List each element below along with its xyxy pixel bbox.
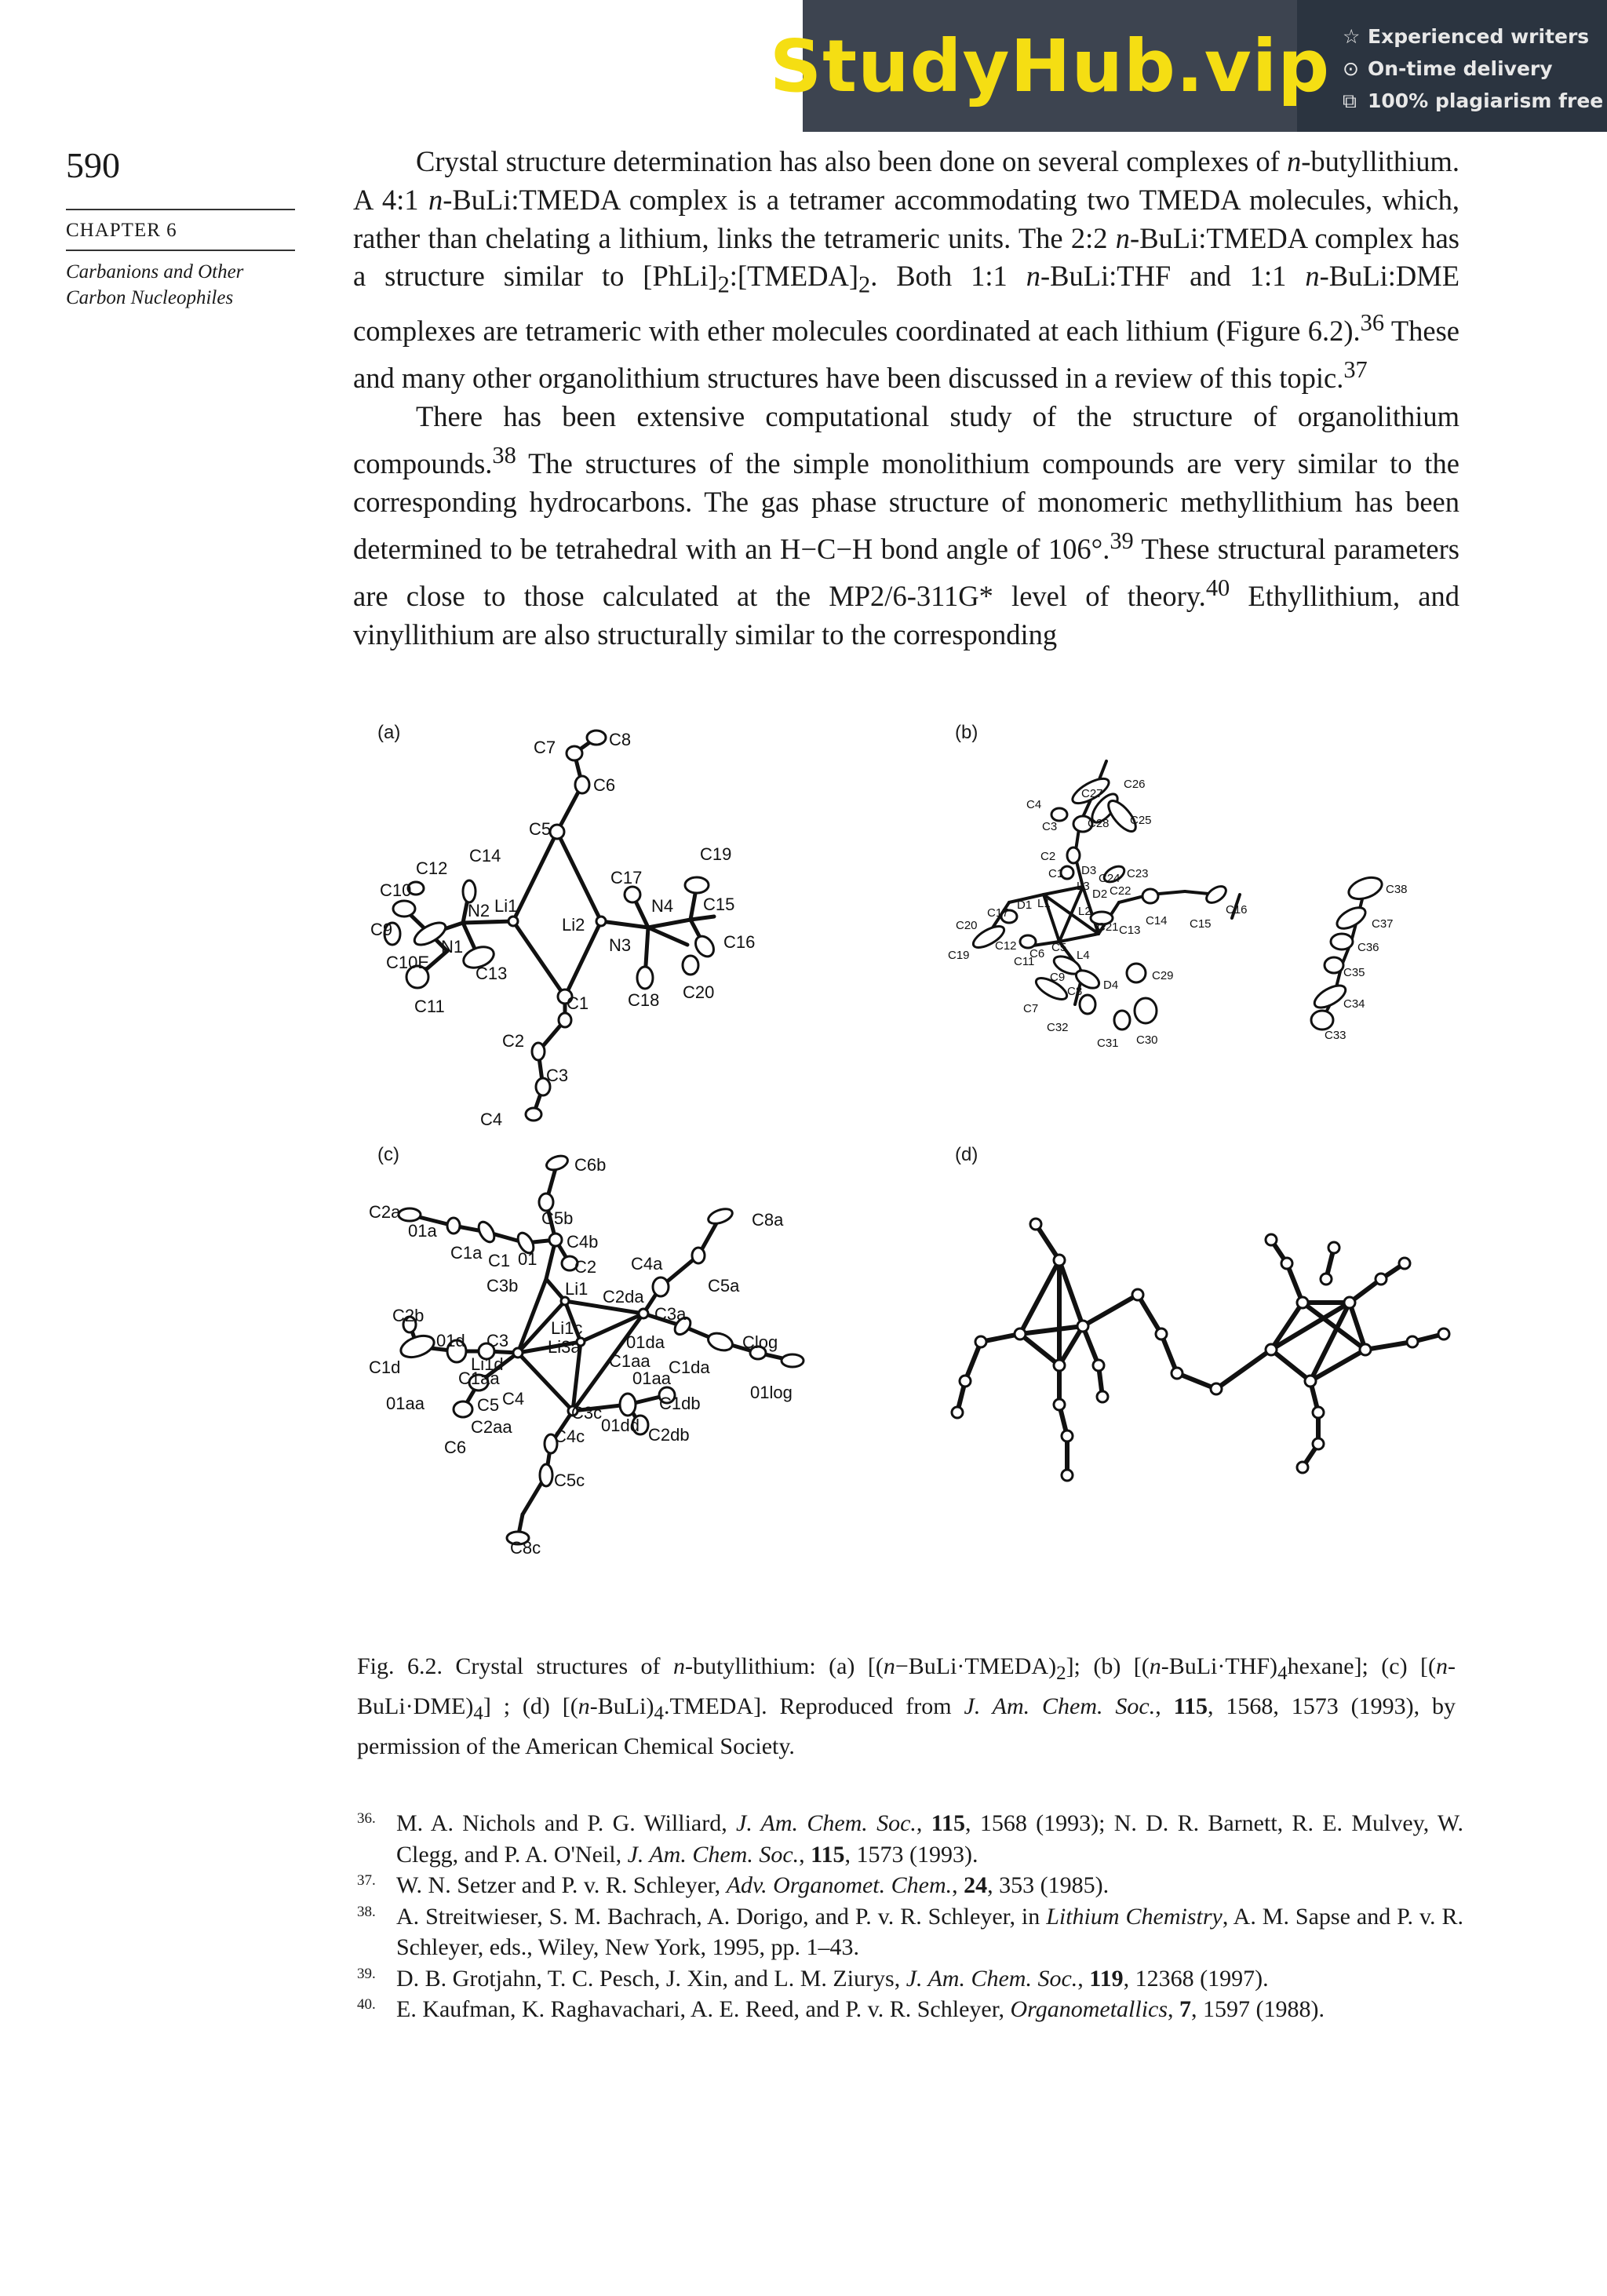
atom-label: C38 — [1386, 883, 1408, 896]
atom-label: C17 — [987, 906, 1009, 920]
atom-label: C14 — [1146, 914, 1168, 928]
atom-label: C13 — [476, 964, 508, 983]
atom-label: C6b — [574, 1155, 607, 1175]
atom-label: C15 — [703, 895, 735, 914]
atom-label: C10 — [380, 880, 412, 900]
clock-icon: ⊙ — [1343, 57, 1359, 80]
atom-label: C15 — [1190, 917, 1212, 931]
paragraph: There has been extensive computational study of the structure of organolithium compounds.$^{38}$ The structures of the simple monolithium compounds are very similar to the corresponding hydrocarbons. The gas phase structure of monomeric methyllithium has been determined to be tetrahedral with an H−C−H bond angle of 106°.$^{39}$ These structural parameters are close to those calculated at the MP2/6-311G* level of theory.$^{40}$ Ethyllithium, and vinyllithium are also structurally similar to the corresponding — [353, 400, 1459, 651]
atom-label: L1 — [1037, 897, 1051, 910]
structure-b — [942, 706, 1467, 1130]
star-icon: ☆ — [1343, 25, 1361, 48]
atom-label: C8 — [1067, 985, 1083, 998]
copy-icon: ⧉ — [1343, 89, 1357, 112]
atom-label: C5 — [477, 1395, 500, 1415]
atom-label: L2 — [1078, 905, 1091, 918]
atom-label: C19 — [700, 844, 732, 864]
atom-label: C1aa — [609, 1351, 650, 1371]
atom-label: C1 — [567, 993, 589, 1013]
banner-feature-list — [1343, 20, 1603, 117]
atom-label: C11 — [414, 997, 445, 1016]
reference-item: 36. M. A. Nichols and P. G. Williard, J. Am. Chem. Soc., 115, 1568 (1993); N. D. R. Barnett, R. E. Mulvey, W. Clegg, and P. A. O'Neil, J. Am. Chem. Soc., 115, 1573 (1993). — [357, 1810, 1463, 1868]
atom-label: C30 — [1136, 1033, 1158, 1047]
atom-label: C2 — [574, 1257, 597, 1277]
atom-label: C5c — [554, 1471, 585, 1490]
atom-label: C16 — [723, 932, 756, 952]
atom-label: C4b — [567, 1232, 599, 1252]
atom-label: C12 — [416, 858, 448, 878]
structure-a — [369, 706, 918, 1130]
body-text — [353, 143, 1459, 654]
atom-label: C5 — [1051, 941, 1067, 954]
atom-label: Li3a — [548, 1337, 581, 1357]
atom-label: C9 — [1050, 971, 1066, 984]
atom-label: Li2 — [562, 915, 585, 935]
figure-caption: Fig. 6.2. Crystal structures of n-butyllithium: (a) $[(n-BuLi\cdot TMEDA)_2]$; (b) $[(n-BuLi\cdot THF)_4hexane]$; (c) $[(n-BuLi\cdot DME)_4]$ ; (d) $[(n-BuLi)_4.TMEDA]$. Reproduced from J. Am. Chem. Soc., 115, 1568, 1573 (1993), by permission of the American Chemical Society. — [357, 1653, 1456, 1759]
atom-label: C7 — [534, 738, 556, 757]
atom-label: C23 — [1127, 867, 1149, 880]
atom-label: C1 — [1048, 867, 1064, 880]
ad-banner[interactable] — [769, 0, 1607, 132]
atom-label: C2a — [369, 1202, 401, 1222]
atom-label: Li1 — [494, 896, 518, 916]
atom-label: L4 — [1077, 949, 1090, 962]
atom-label: C1aa — [458, 1368, 500, 1388]
chapter-subtitle: Carbanions and Other Carbon Nucleophiles — [66, 261, 244, 308]
atom-label: C2b — [392, 1306, 425, 1325]
atom-label: C3 — [486, 1331, 509, 1350]
atom-label: L3 — [1077, 880, 1090, 893]
atom-label: C1da — [669, 1358, 710, 1377]
atom-label: C28 — [1088, 817, 1110, 830]
atom-label: C3a — [654, 1304, 687, 1324]
atom-label: C1 — [488, 1251, 511, 1270]
atom-label: C3b — [486, 1276, 519, 1296]
panel-label-c: (c) — [377, 1144, 399, 1165]
atom-label: D4 — [1103, 979, 1119, 992]
atom-label: C10E — [386, 953, 430, 972]
atom-label: C5b — [541, 1208, 574, 1228]
atom-label: Li1c — [551, 1318, 583, 1338]
reference-item: 39. D. B. Grotjahn, T. C. Pesch, J. Xin, and L. M. Ziurys, J. Am. Chem. Soc., 119, 12368 (1997). — [357, 1965, 1269, 1992]
banner-feature: ⧉ 100% plagiarism free — [1343, 85, 1603, 117]
atom-label: C27 — [1081, 787, 1103, 800]
panel-label-b: (b) — [955, 722, 978, 743]
atom-label: C3 — [1042, 820, 1058, 833]
atom-label: D2 — [1092, 887, 1108, 901]
atom-label: C12 — [995, 939, 1017, 953]
atom-label: C5a — [708, 1276, 740, 1296]
atom-label: Li1 — [565, 1279, 589, 1299]
atom-label: Li1d — [471, 1354, 504, 1374]
reference-item: 38. A. Streitwieser, S. M. Bachrach, A. Dorigo, and P. v. R. Schleyer, in Lithium Chemistry, A. M. Sapse and P. v. R. Schleyer, eds., Wiley, New York, 1995, pp. 1–43. — [357, 1903, 1463, 1960]
page-number: 590 — [66, 145, 120, 185]
crystal-structure-figure — [369, 706, 1467, 1632]
paragraph: Crystal structure determination has also been done on several complexes of n-butyllithium. A 4:1 n-BuLi:TMEDA complex is a tetramer accommodating two TMEDA molecules, which, rather than chelating a lithium, links the tetrameric units. The 2:2 n-BuLi:TMEDA complex has a structure similar to $[PhLi]_2:[TMEDA]_2$. Both 1:1 n-BuLi:THF and 1:1 n-BuLi:DME complexes are tetrameric with ether molecules coordinated at each lithium (Figure 6.2).$^{36}$ These and many other organolithium structures have been discussed in a review of this topic.$^{37}$ — [353, 145, 1459, 395]
atom-label: C17 — [610, 868, 643, 887]
atom-label: C35 — [1343, 966, 1365, 979]
atom-label: C26 — [1124, 778, 1146, 791]
references — [357, 1808, 1463, 2025]
atom-label: C4 — [480, 1110, 503, 1129]
atom-label: C25 — [1130, 814, 1152, 827]
atom-label: C5 — [529, 819, 552, 839]
atom-label: C24 — [1099, 872, 1121, 885]
atom-label: N4 — [651, 896, 674, 916]
atom-label: C2aa — [471, 1417, 512, 1437]
atom-label: C4 — [1026, 798, 1042, 811]
structure-d — [942, 1146, 1467, 1632]
atom-label: C34 — [1343, 997, 1365, 1011]
structure-c — [369, 1146, 918, 1632]
atom-label: 01da — [626, 1332, 665, 1352]
atom-label: C1db — [659, 1394, 701, 1413]
atom-label: N2 — [468, 901, 490, 920]
atom-label: 01 — [518, 1249, 537, 1269]
atom-label: N1 — [441, 937, 464, 957]
atom-label: 01log — [750, 1383, 793, 1402]
atom-label: C18 — [628, 990, 660, 1010]
banner-feature: ⊙ On-time delivery — [1343, 53, 1603, 85]
atom-label: C8a — [752, 1210, 784, 1230]
atom-label: C13 — [1119, 924, 1141, 937]
atom-label: C20 — [683, 982, 715, 1002]
reference-item: 37. W. N. Setzer and P. v. R. Schleyer, Adv. Organomet. Chem., 24, 353 (1985). — [357, 1872, 1110, 1898]
panel-label-a: (a) — [377, 722, 401, 743]
atom-label: C21 — [1097, 920, 1119, 934]
atom-label: Clog — [742, 1332, 778, 1352]
atom-label: 01aa — [632, 1368, 671, 1388]
atom-label: C20 — [956, 919, 978, 932]
atom-label: C2da — [603, 1287, 644, 1307]
atom-label: C19 — [948, 949, 970, 962]
atom-label: C8 — [609, 730, 632, 749]
atom-label: D1 — [1017, 898, 1033, 912]
atom-label: C4 — [502, 1389, 525, 1409]
atom-label: C7 — [1023, 1002, 1039, 1015]
atom-label: C31 — [1097, 1037, 1119, 1050]
atom-label: C6 — [593, 775, 616, 795]
atom-label: C3c — [571, 1403, 603, 1423]
atom-label: C8c — [510, 1538, 541, 1558]
atom-label: C1d — [369, 1358, 401, 1377]
reference-item: 40. E. Kaufman, K. Raghavachari, A. E. Reed, and P. v. R. Schleyer, Organometallics, 7, 1597 (1988). — [357, 1996, 1325, 2022]
banner-feature: ☆ Experienced writers — [1343, 20, 1603, 53]
atom-label: C2db — [648, 1425, 690, 1445]
atom-label: C3 — [546, 1066, 569, 1085]
atom-label: C32 — [1047, 1021, 1069, 1034]
atom-label: C33 — [1325, 1029, 1346, 1042]
atom-label: C4c — [554, 1427, 585, 1446]
atom-label: C29 — [1152, 969, 1174, 982]
atom-label: C22 — [1110, 884, 1131, 898]
atom-label: C2 — [1040, 850, 1056, 863]
atom-label: C14 — [469, 846, 501, 866]
atom-label: D3 — [1081, 864, 1097, 877]
atom-label: C6 — [1029, 947, 1045, 960]
atom-label: 01aa — [386, 1394, 425, 1413]
atom-label: C37 — [1372, 917, 1394, 931]
atom-label: C11 — [1014, 955, 1035, 968]
atom-label: 01dd — [601, 1416, 640, 1435]
studyhub-logo[interactable]: StudyHub.vip — [803, 0, 1297, 132]
atom-label: 01a — [408, 1221, 437, 1241]
atom-label: N3 — [609, 935, 632, 955]
atom-label: C36 — [1357, 941, 1379, 954]
atom-label: C16 — [1226, 903, 1248, 917]
chapter-heading: CHAPTER 6 — [66, 209, 295, 251]
atom-label: C9 — [370, 920, 393, 939]
atom-label: 01d — [436, 1331, 465, 1350]
atom-label: C2 — [502, 1031, 525, 1051]
panel-label-d: (d) — [955, 1144, 978, 1165]
atom-label: C6 — [444, 1438, 467, 1457]
atom-label: C1a — [450, 1243, 483, 1263]
atom-label: C4a — [631, 1254, 663, 1274]
